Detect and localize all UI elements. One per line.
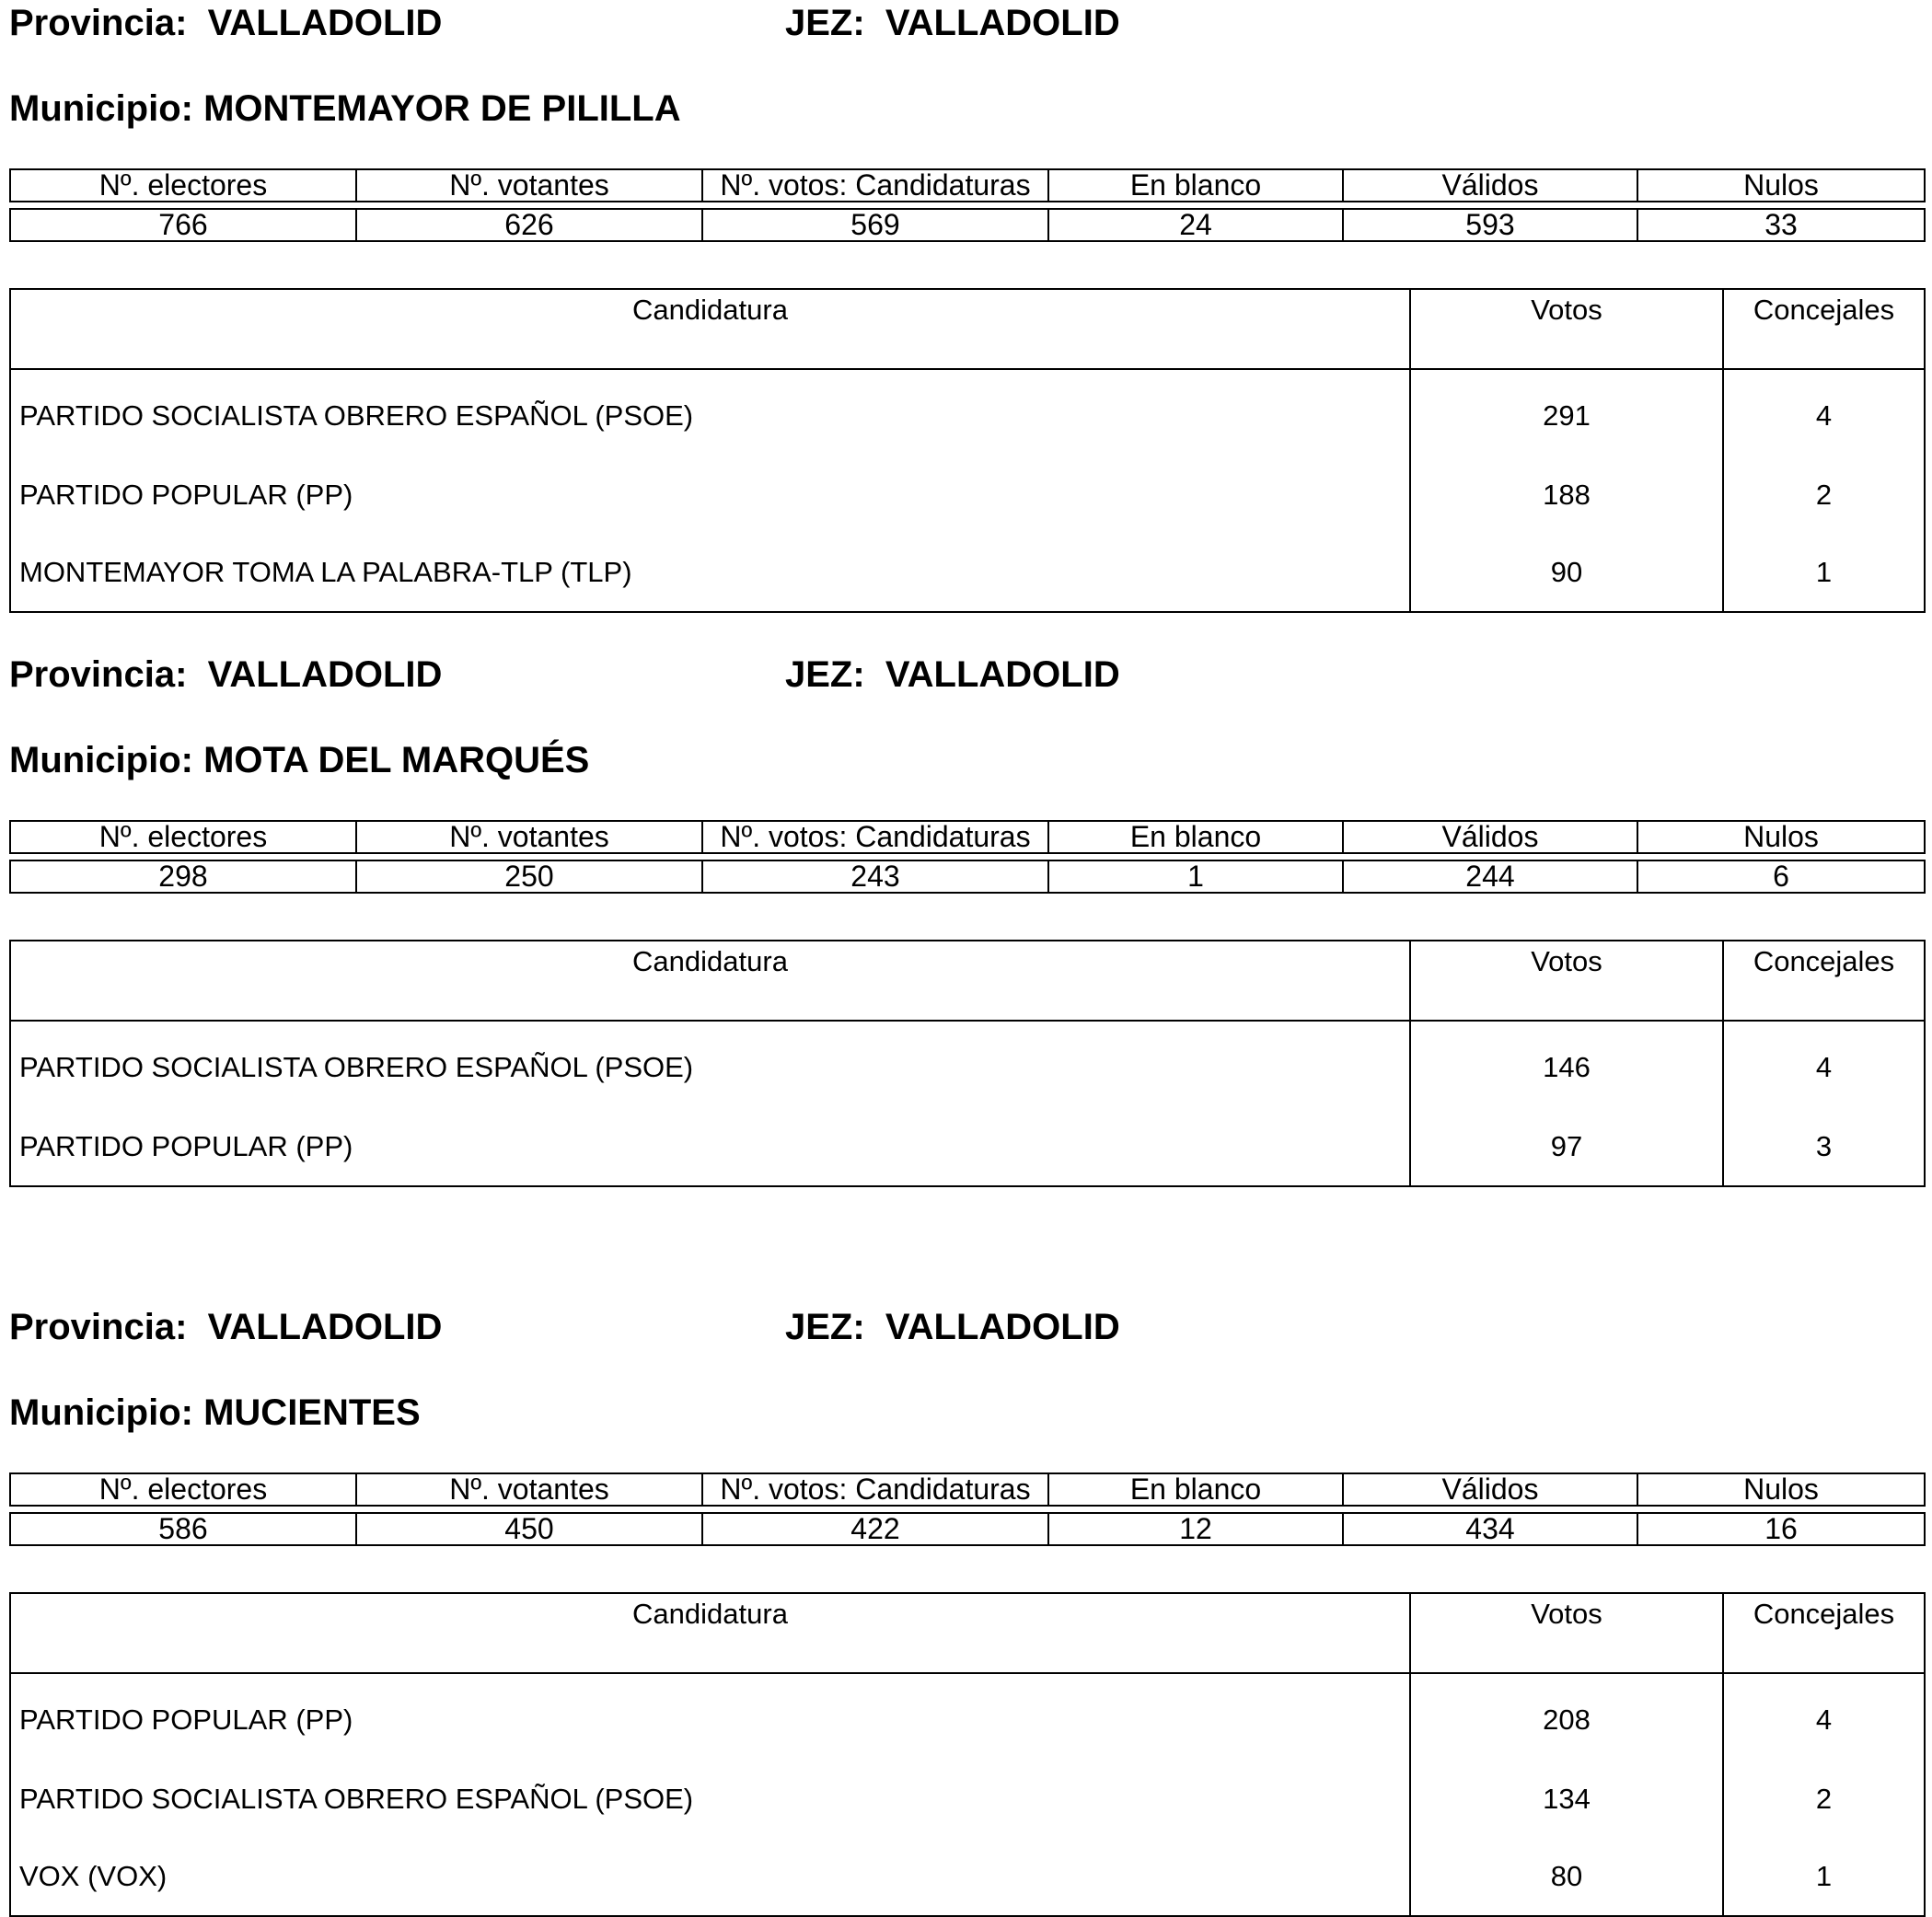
votos-value: 146 xyxy=(1410,1021,1723,1108)
table-row xyxy=(10,456,1925,534)
table-row xyxy=(10,1021,1925,1108)
stat-value: 6 xyxy=(1637,860,1925,893)
table-row xyxy=(10,1838,1925,1916)
jez-heading xyxy=(785,1,1120,45)
jez-label: JEZ: xyxy=(785,1307,865,1347)
concejales-value: 2 xyxy=(1723,456,1925,534)
jez-value: VALLADOLID xyxy=(885,654,1120,695)
concejales-value: 4 xyxy=(1723,1673,1925,1761)
provincia-label: Provincia: xyxy=(9,3,188,43)
concejales-value: 1 xyxy=(1723,534,1925,612)
stat-value: 24 xyxy=(1048,209,1343,241)
table-row xyxy=(10,534,1925,612)
stat-value: 422 xyxy=(702,1513,1048,1545)
candidatura-name: PARTIDO POPULAR (PP) xyxy=(10,1108,1410,1186)
concejales-value: 3 xyxy=(1723,1108,1925,1186)
stat-value: 593 xyxy=(1343,209,1637,241)
votos-value: 188 xyxy=(1410,456,1723,534)
concejales-value: 1 xyxy=(1723,1838,1925,1916)
table-row xyxy=(10,1673,1925,1761)
votos-value: 291 xyxy=(1410,369,1723,456)
results-table xyxy=(9,1592,1926,1917)
stat-header: Válidos xyxy=(1343,169,1637,202)
stat-value: 626 xyxy=(356,209,702,241)
stat-value: 1 xyxy=(1048,860,1343,893)
provincia-heading xyxy=(9,1,442,45)
stat-header: Nulos xyxy=(1637,821,1925,853)
provincia-heading xyxy=(9,652,442,697)
stat-header: Nulos xyxy=(1637,1473,1925,1506)
candidatura-name: PARTIDO POPULAR (PP) xyxy=(10,1673,1410,1761)
municipio-heading xyxy=(9,738,589,782)
stat-header: Nº. electores xyxy=(10,1473,356,1506)
stat-value: 298 xyxy=(10,860,356,893)
candidatura-header: Candidatura xyxy=(10,941,1410,1021)
stat-value: 33 xyxy=(1637,209,1925,241)
concejales-header: Concejales xyxy=(1723,941,1925,1021)
results-table xyxy=(9,940,1926,1187)
table-row xyxy=(10,369,1925,456)
stat-value: 12 xyxy=(1048,1513,1343,1545)
municipio-value: MUCIENTES xyxy=(203,1392,421,1433)
stat-header: En blanco xyxy=(1048,821,1343,853)
municipio-value: MOTA DEL MARQUÉS xyxy=(203,740,590,780)
stat-value: 569 xyxy=(702,209,1048,241)
provincia-label: Provincia: xyxy=(9,654,188,695)
stats-values-table xyxy=(9,1512,1926,1546)
concejales-value: 4 xyxy=(1723,369,1925,456)
stat-header: En blanco xyxy=(1048,169,1343,202)
stat-header: Nº. votantes xyxy=(356,1473,702,1506)
provincia-label: Provincia: xyxy=(9,1307,188,1347)
candidatura-name: PARTIDO SOCIALISTA OBRERO ESPAÑOL (PSOE) xyxy=(10,1761,1410,1838)
candidatura-header: Candidatura xyxy=(10,289,1410,369)
votos-value: 208 xyxy=(1410,1673,1723,1761)
candidatura-name: PARTIDO POPULAR (PP) xyxy=(10,456,1410,534)
provincia-heading xyxy=(9,1305,442,1349)
stat-header: Válidos xyxy=(1343,1473,1637,1506)
stat-header: Nº. votantes xyxy=(356,821,702,853)
votos-value: 134 xyxy=(1410,1761,1723,1838)
stat-value: 434 xyxy=(1343,1513,1637,1545)
stats-values-table xyxy=(9,860,1926,894)
stats-values-table xyxy=(9,208,1926,242)
jez-label: JEZ: xyxy=(785,3,865,43)
stat-header: Nº. votos: Candidaturas xyxy=(702,169,1048,202)
stat-header: Nº. votantes xyxy=(356,169,702,202)
votos-value: 80 xyxy=(1410,1838,1723,1916)
provincia-value: VALLADOLID xyxy=(207,3,443,43)
stats-header-table xyxy=(9,168,1926,202)
stat-value: 250 xyxy=(356,860,702,893)
jez-label: JEZ: xyxy=(785,654,865,695)
municipio-heading xyxy=(9,87,681,131)
provincia-value: VALLADOLID xyxy=(207,654,443,695)
stats-header-table xyxy=(9,820,1926,854)
provincia-value: VALLADOLID xyxy=(207,1307,443,1347)
results-table xyxy=(9,288,1926,613)
jez-heading xyxy=(785,652,1120,697)
jez-value: VALLADOLID xyxy=(885,3,1120,43)
concejales-header: Concejales xyxy=(1723,289,1925,369)
municipio-label: Municipio: xyxy=(9,88,193,129)
concejales-header: Concejales xyxy=(1723,1593,1925,1673)
stat-header: Nº. votos: Candidaturas xyxy=(702,1473,1048,1506)
stat-value: 766 xyxy=(10,209,356,241)
stat-value: 243 xyxy=(702,860,1048,893)
concejales-value: 4 xyxy=(1723,1021,1925,1108)
municipio-label: Municipio: xyxy=(9,740,193,780)
municipio-value: MONTEMAYOR DE PILILLA xyxy=(203,88,681,129)
stat-header: Válidos xyxy=(1343,821,1637,853)
votos-header: Votos xyxy=(1410,941,1723,1021)
votos-header: Votos xyxy=(1410,289,1723,369)
candidatura-header: Candidatura xyxy=(10,1593,1410,1673)
jez-heading xyxy=(785,1305,1120,1349)
jez-value: VALLADOLID xyxy=(885,1307,1120,1347)
municipio-heading xyxy=(9,1391,421,1435)
candidatura-name: MONTEMAYOR TOMA LA PALABRA-TLP (TLP) xyxy=(10,534,1410,612)
stat-header: Nº. electores xyxy=(10,821,356,853)
stat-value: 450 xyxy=(356,1513,702,1545)
concejales-value: 2 xyxy=(1723,1761,1925,1838)
candidatura-name: PARTIDO SOCIALISTA OBRERO ESPAÑOL (PSOE) xyxy=(10,1021,1410,1108)
candidatura-name: VOX (VOX) xyxy=(10,1838,1410,1916)
stat-value: 16 xyxy=(1637,1513,1925,1545)
table-row xyxy=(10,1761,1925,1838)
stat-header: Nº. electores xyxy=(10,169,356,202)
stat-header: Nulos xyxy=(1637,169,1925,202)
stat-value: 586 xyxy=(10,1513,356,1545)
votos-value: 97 xyxy=(1410,1108,1723,1186)
stat-header: Nº. votos: Candidaturas xyxy=(702,821,1048,853)
candidatura-name: PARTIDO SOCIALISTA OBRERO ESPAÑOL (PSOE) xyxy=(10,369,1410,456)
stat-header: En blanco xyxy=(1048,1473,1343,1506)
votos-value: 90 xyxy=(1410,534,1723,612)
stats-header-table xyxy=(9,1472,1926,1507)
municipio-label: Municipio: xyxy=(9,1392,193,1433)
votos-header: Votos xyxy=(1410,1593,1723,1673)
table-row xyxy=(10,1108,1925,1186)
stat-value: 244 xyxy=(1343,860,1637,893)
